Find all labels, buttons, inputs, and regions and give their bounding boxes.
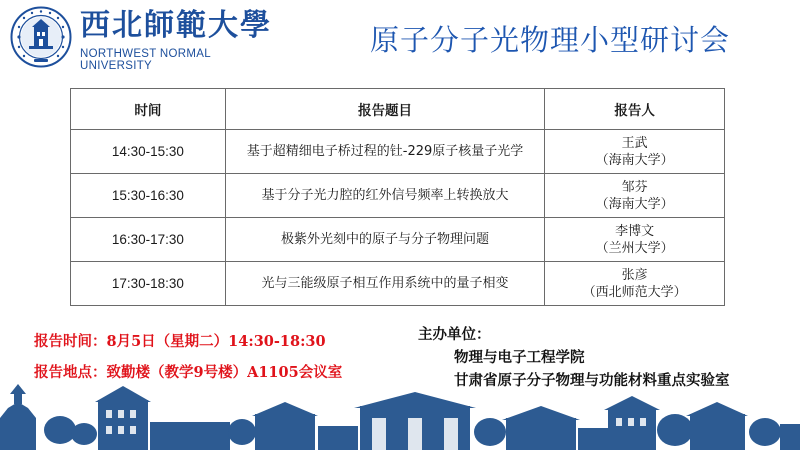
header-time: 时间 [71, 89, 226, 130]
topic-cell: 极紫外光刻中的原子与分子物理问题 [225, 218, 544, 262]
header-speaker: 报告人 [545, 89, 725, 130]
topic-cell: 基于分子光力腔的红外信号频率上转换放大 [225, 174, 544, 218]
time-cell: 16:30-17:30 [71, 218, 226, 262]
topic-cell: 基于超精细电子桥过程的钍-229原子核量子光学 [225, 130, 544, 174]
speaker-name: 李博文 [615, 223, 655, 239]
table-row [71, 262, 725, 306]
speaker-affiliation: （西北师范大学） [582, 284, 687, 300]
speaker-name: 张彦 [621, 267, 648, 283]
slide-title: 原子分子光物理小型研讨会 [370, 23, 731, 57]
speaker-cell [545, 218, 725, 262]
campus-skyline-illustration [0, 378, 800, 450]
speaker-name: 王武 [621, 135, 648, 151]
report-location-text: 报告地点：致勤楼（教学9号楼）A1105会议室 [34, 364, 343, 381]
speaker-affiliation: （兰州大学） [595, 240, 674, 256]
speaker-cell [545, 174, 725, 218]
speaker-affiliation: （海南大学） [595, 196, 674, 212]
university-seal-logo [10, 6, 72, 68]
speaker-name: 邹芬 [621, 179, 648, 195]
speaker-affiliation: （海南大学） [595, 152, 674, 168]
table-row [71, 174, 725, 218]
speaker-cell [545, 262, 725, 306]
table-row [71, 130, 725, 174]
organizer-unit: 物理与电子工程学院 [454, 349, 585, 366]
university-name-en: NORTHWEST NORMAL UNIVERSITY [80, 48, 211, 72]
university-name-cn: 西北師範大學 [80, 8, 272, 43]
time-cell: 17:30-18:30 [71, 262, 226, 306]
university-logo-text [80, 6, 280, 72]
time-cell: 15:30-16:30 [71, 174, 226, 218]
organizer-label: 主办单位： [418, 326, 491, 343]
organizer-unit: 甘肃省原子分子物理与功能材料重点实验室 [454, 372, 730, 389]
topic-cell: 光与三能级原子相互作用系统中的量子相变 [225, 262, 544, 306]
time-cell: 14:30-15:30 [71, 130, 226, 174]
schedule-table [70, 88, 725, 306]
speaker-cell [545, 130, 725, 174]
report-time-text: 报告时间：8月5日（星期二）14:30-18:30 [34, 333, 326, 350]
header-topic: 报告题目 [225, 89, 544, 130]
table-row [71, 218, 725, 262]
table-header-row [71, 89, 725, 130]
